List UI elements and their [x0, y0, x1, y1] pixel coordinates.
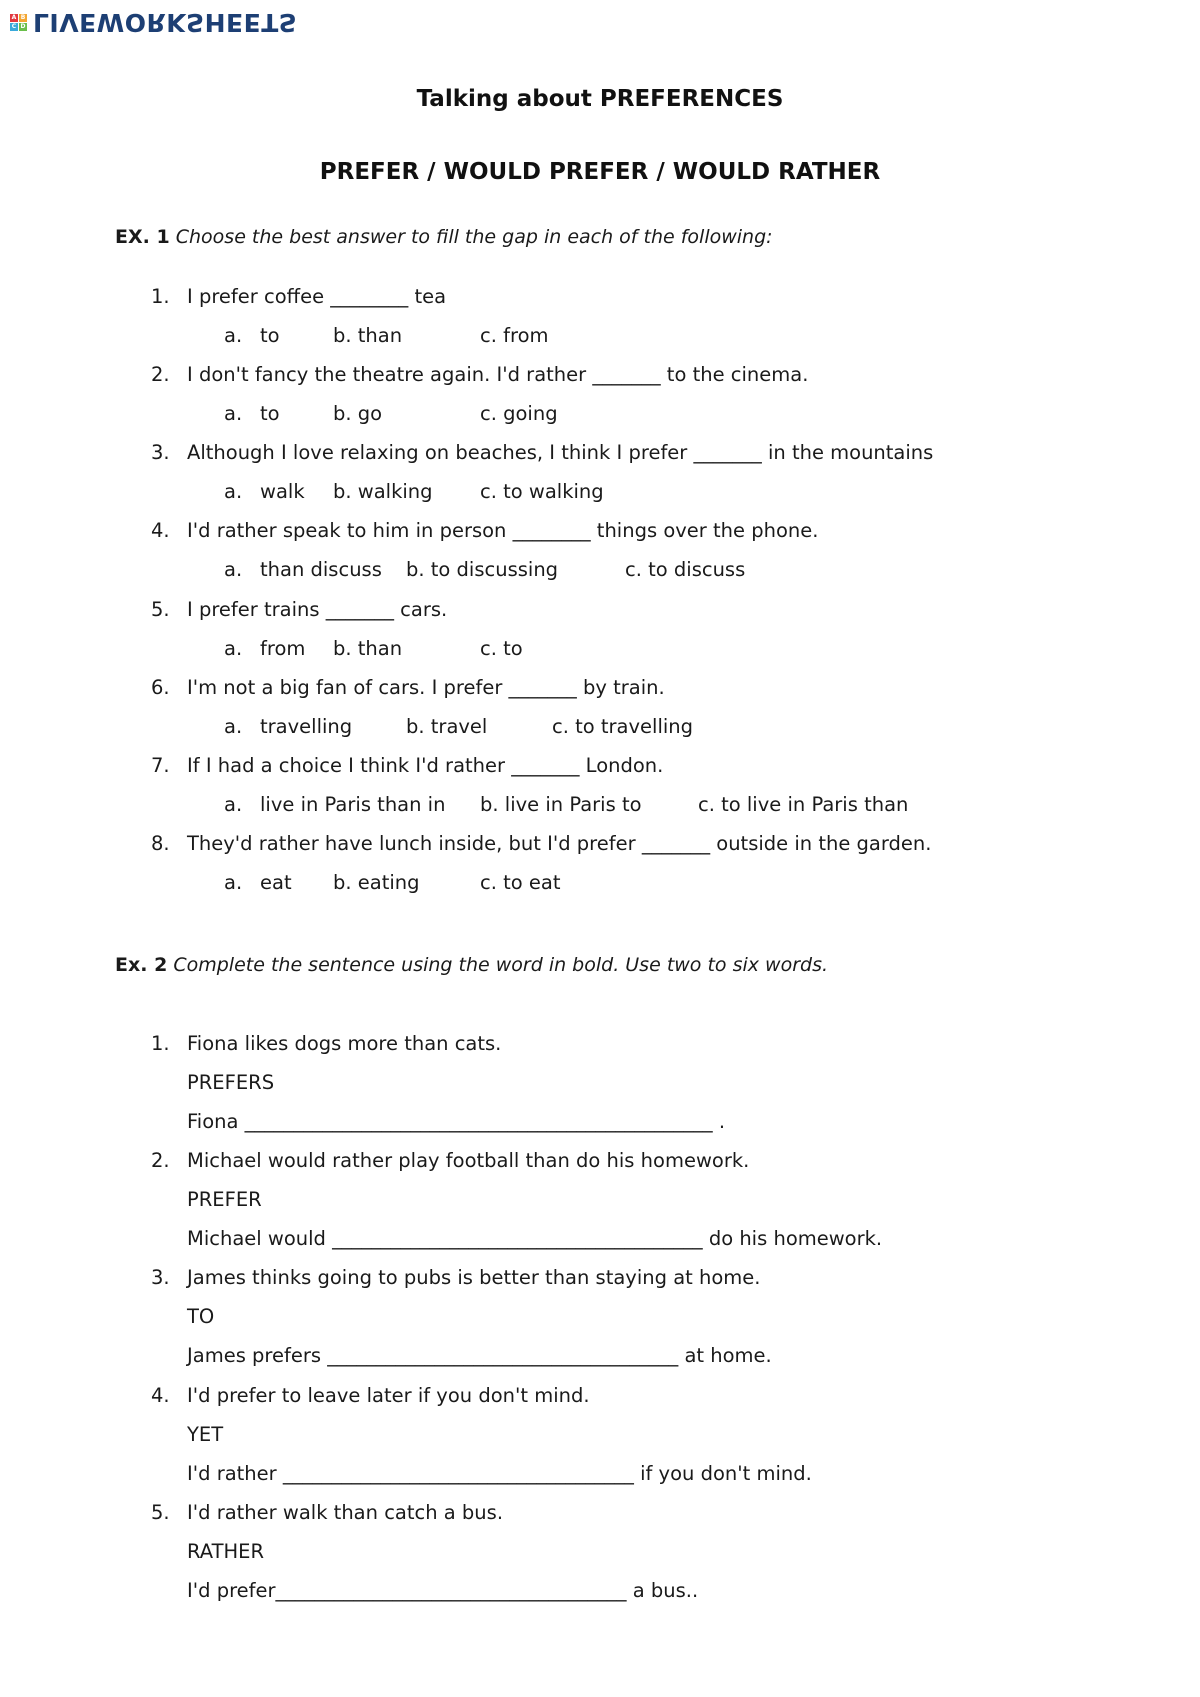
- ex1-question-3: [151, 441, 933, 464]
- question-text: They'd rather have lunch inside, but I'd prefer _______ outside in the garden.: [187, 832, 932, 855]
- ex2-q2-keyword: PREFER: [187, 1188, 262, 1211]
- ex1-q2-option-a-letter: a.: [224, 402, 243, 425]
- ex2-label: Ex. 2: [115, 954, 168, 976]
- ex1-q7-option-a: live in Paris than in: [260, 793, 446, 816]
- ex1-q1-option-b: b. than: [333, 324, 403, 347]
- ex2-heading: [115, 954, 828, 976]
- question-number: 4.: [151, 1384, 170, 1407]
- logo-block-c: C: [11, 22, 17, 30]
- question-number: 4.: [151, 519, 170, 542]
- ex1-q5-option-b: b. than: [333, 637, 403, 660]
- liveworksheets-logo: [10, 8, 297, 36]
- ex1-q8-option-a-letter: a.: [224, 871, 243, 894]
- ex2-q4-keyword: YET: [187, 1423, 224, 1446]
- ex1-q8-option-c: c. to eat: [480, 871, 561, 894]
- ex1-question-4: [151, 519, 818, 542]
- ex2-question-1: [151, 1032, 501, 1055]
- logo-blocks: [10, 14, 27, 31]
- ex1-q7-option-a-letter: a.: [224, 793, 243, 816]
- ex1-q6-option-c: c. to travelling: [552, 715, 694, 738]
- question-text: I'd prefer to leave later if you don't mind.: [187, 1384, 590, 1407]
- ex2-question-2: [151, 1149, 749, 1172]
- ex2-q4-answer-line[interactable]: I'd rather ____________________________________ if you don't mind.: [187, 1462, 812, 1485]
- ex1-q3-option-a: walk: [260, 480, 305, 503]
- ex1-q4-option-a: than discuss: [260, 558, 382, 581]
- ex1-question-8: [151, 832, 931, 855]
- logo-block-a: A: [11, 13, 17, 21]
- ex1-q5-option-a-letter: a.: [224, 637, 243, 660]
- logo-block-d: D: [20, 22, 26, 30]
- question-number: 8.: [151, 832, 170, 855]
- logo-text: LIVEWORKSHEETS: [33, 8, 298, 37]
- ex1-q3-option-c: c. to walking: [480, 480, 604, 503]
- ex1-q5-option-a: from: [260, 637, 306, 660]
- question-text: Although I love relaxing on beaches, I think I prefer _______ in the mountains: [187, 441, 934, 464]
- ex1-q8-option-a: eat: [260, 871, 292, 894]
- ex1-q4-option-a-letter: a.: [224, 558, 243, 581]
- question-text: Michael would rather play football than do his homework.: [187, 1149, 750, 1172]
- ex1-label: EX. 1: [115, 226, 170, 248]
- ex1-q3-option-a-letter: a.: [224, 480, 243, 503]
- ex2-instruction: Complete the sentence using the word in bold. Use two to six words.: [173, 954, 829, 976]
- ex1-q1-option-a: to: [260, 324, 280, 347]
- question-text: I don't fancy the theatre again. I'd rather _______ to the cinema.: [187, 363, 809, 386]
- ex2-q5-answer-line[interactable]: I'd prefer____________________________________ a bus..: [187, 1579, 699, 1602]
- ex1-heading: [115, 226, 773, 248]
- question-text: I'd rather walk than catch a bus.: [187, 1501, 504, 1524]
- ex1-question-2: [151, 363, 808, 386]
- question-text: I prefer coffee ________ tea: [187, 285, 447, 308]
- ex1-q1-option-a-letter: a.: [224, 324, 243, 347]
- ex2-question-3: [151, 1266, 760, 1289]
- question-text: If I had a choice I think I'd rather _______ London.: [187, 754, 664, 777]
- ex1-q2-option-b: b. go: [333, 402, 383, 425]
- ex2-q3-answer-line[interactable]: James prefers ____________________________________ at home.: [187, 1344, 772, 1367]
- ex1-question-5: [151, 598, 447, 621]
- ex1-q2-option-a: to: [260, 402, 280, 425]
- ex2-q5-keyword: RATHER: [187, 1540, 265, 1563]
- question-number: 2.: [151, 363, 170, 386]
- ex1-q7-option-c: c. to live in Paris than: [698, 793, 909, 816]
- ex1-q8-option-b: b. eating: [333, 871, 420, 894]
- page-title: Talking about PREFERENCES: [416, 86, 784, 112]
- ex1-instruction: Choose the best answer to fill the gap in each of the following:: [175, 226, 773, 248]
- question-text: I'm not a big fan of cars. I prefer _______ by train.: [187, 676, 665, 699]
- question-number: 3.: [151, 441, 170, 464]
- ex1-q6-option-b: b. travel: [406, 715, 488, 738]
- ex1-q6-option-a: travelling: [260, 715, 353, 738]
- ex1-q1-option-c: c. from: [480, 324, 549, 347]
- ex1-question-7: [151, 754, 663, 777]
- ex1-q2-option-c: c. going: [480, 402, 558, 425]
- ex1-q7-option-b: b. live in Paris to: [480, 793, 642, 816]
- ex1-question-1: [151, 285, 446, 308]
- question-number: 5.: [151, 1501, 170, 1524]
- question-number: 3.: [151, 1266, 170, 1289]
- ex2-q3-keyword: TO: [187, 1305, 215, 1328]
- ex2-question-4: [151, 1384, 590, 1407]
- ex1-q5-option-c: c. to: [480, 637, 523, 660]
- question-text: I prefer trains _______ cars.: [187, 598, 448, 621]
- question-number: 1.: [151, 1032, 170, 1055]
- ex1-q4-option-b: b. to discussing: [406, 558, 559, 581]
- ex1-q6-option-a-letter: a.: [224, 715, 243, 738]
- ex1-q3-option-b: b. walking: [333, 480, 433, 503]
- page-subtitle: PREFER / WOULD PREFER / WOULD RATHER: [319, 159, 881, 185]
- question-number: 2.: [151, 1149, 170, 1172]
- question-text: James thinks going to pubs is better than staying at home.: [187, 1266, 761, 1289]
- question-number: 7.: [151, 754, 170, 777]
- ex1-question-6: [151, 676, 665, 699]
- question-number: 1.: [151, 285, 170, 308]
- ex2-q1-answer-line[interactable]: Fiona ________________________________________________ .: [187, 1110, 726, 1133]
- ex2-q1-keyword: PREFERS: [187, 1071, 275, 1094]
- ex2-q2-answer-line[interactable]: Michael would ______________________________________ do his homework.: [187, 1227, 883, 1250]
- question-text: Fiona likes dogs more than cats.: [187, 1032, 502, 1055]
- question-number: 5.: [151, 598, 170, 621]
- logo-block-b: B: [20, 13, 26, 21]
- question-number: 6.: [151, 676, 170, 699]
- question-text: I'd rather speak to him in person ________ things over the phone.: [187, 519, 819, 542]
- ex2-question-5: [151, 1501, 503, 1524]
- ex1-q4-option-c: c. to discuss: [625, 558, 746, 581]
